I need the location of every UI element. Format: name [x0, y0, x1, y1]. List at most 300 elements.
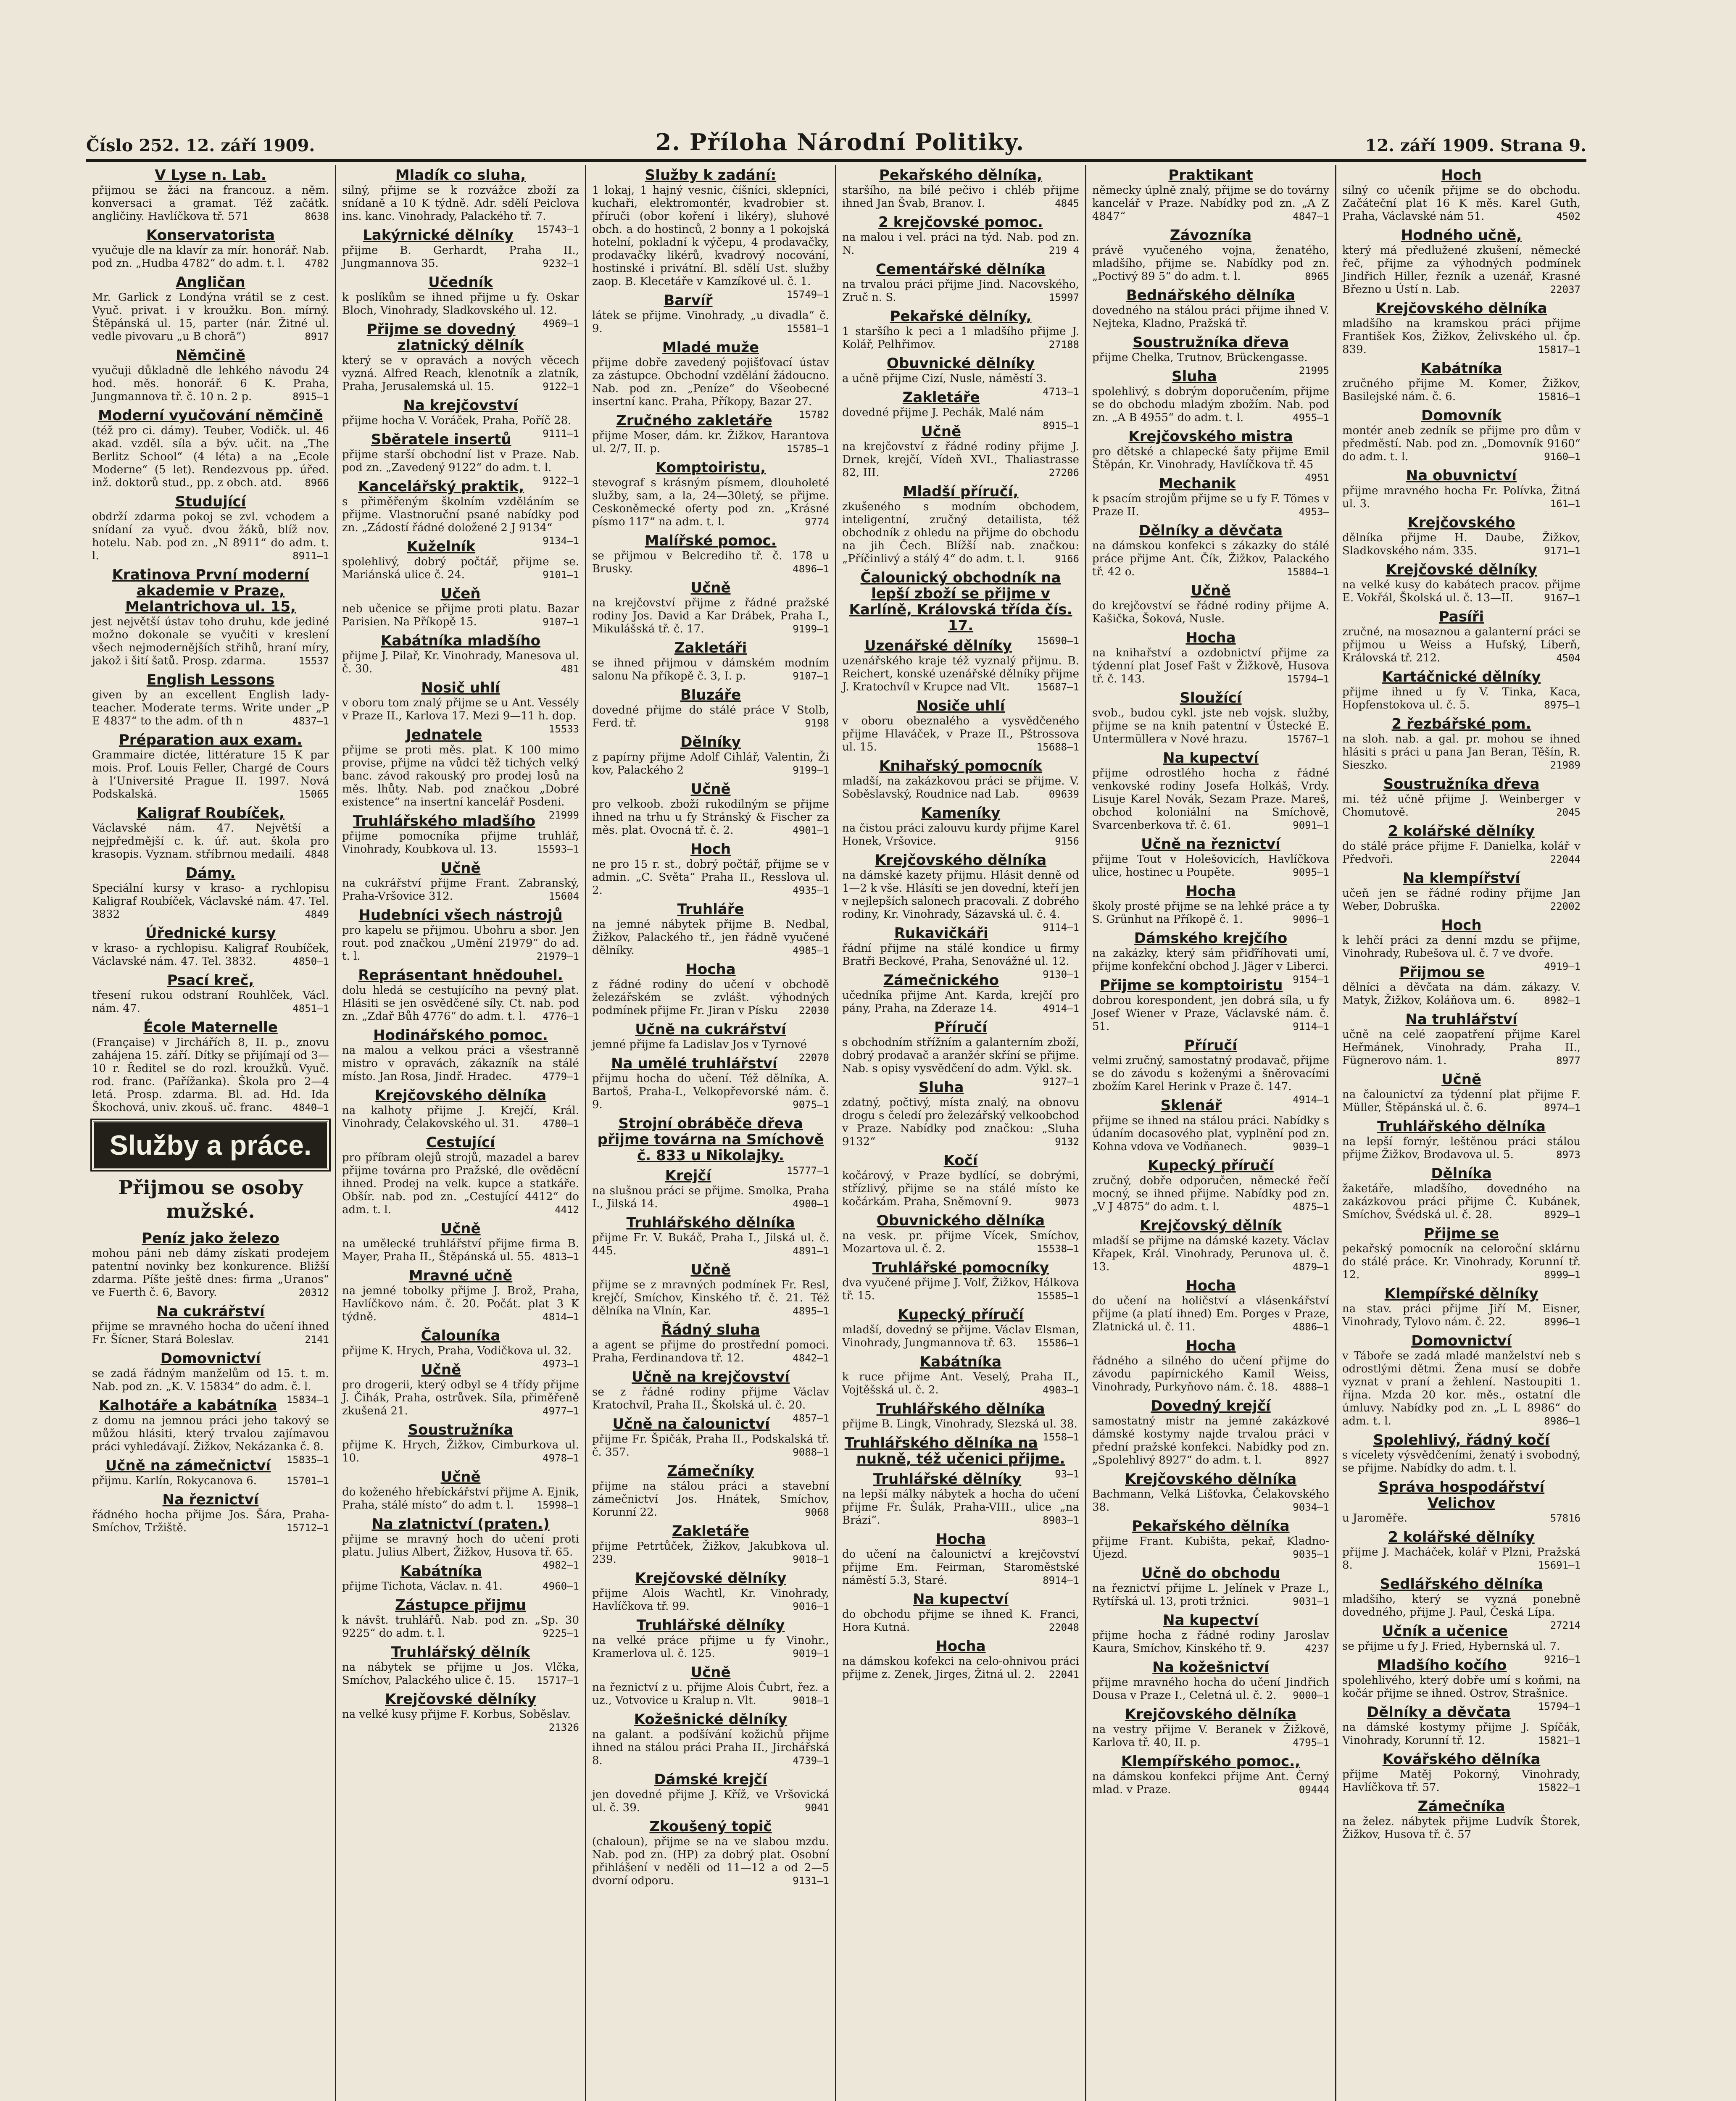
ad-code: 15817—1 [1538, 344, 1581, 355]
ad-text [1092, 1174, 1329, 1214]
ad-code: 15688—1 [1036, 741, 1079, 753]
ad-body: k poslíkům se ihned přijme u fy. Oskar Bloch, Vinohrady, Sladkovského ul. 12. [342, 291, 579, 317]
ad-code: 4847—1 [1293, 211, 1329, 222]
ad-text [592, 1232, 829, 1258]
ad-code: 22070 [798, 1052, 829, 1064]
ad-heading: Dělníky [680, 734, 741, 750]
ad-body: přijme Chelka, Trutnov, Brückengasse. [1092, 351, 1308, 364]
ad-code: 09444 [1299, 1784, 1329, 1796]
ad-text [842, 775, 1079, 801]
ad-body: na malou a velkou práci a všestranně mistro v opravách, zákazník na stálé místo. Jan Rosa, Jindř. Hradec. [342, 1044, 579, 1083]
ad-heading: Hudebníci všech nástrojů [358, 907, 563, 924]
classified-ad [1092, 1659, 1329, 1702]
ad-text [1092, 304, 1329, 330]
ad-heading: Učně [1191, 582, 1231, 599]
ad-code: 15743—1 [536, 224, 579, 235]
ad-heading: Učně do obchodu [1141, 1565, 1280, 1582]
ad-text [842, 942, 1079, 980]
classified-ad [92, 227, 329, 270]
ad-code: 9068 [805, 1506, 829, 1518]
ad-code: 9101—1 [543, 569, 579, 581]
classified-ad [1342, 1479, 1581, 1525]
ad-body: přijme ihned u fy V. Tinka, Kaca, Hopfenstokova ul. č. 5. [1342, 686, 1581, 711]
ad-heading: Jednatele [406, 727, 482, 743]
ad-text [342, 984, 579, 1023]
classified-ad [1342, 1011, 1581, 1067]
ad-code: 4900—1 [793, 1198, 829, 1210]
ad-heading: Závozníka [1170, 227, 1252, 244]
ad-body: silný co učeník přijme se do obchodu. Začáteční plat 16 K měs. Karel Guth, Praha, Václavské nám 51. [1342, 184, 1581, 223]
classified-ad [342, 1469, 579, 1512]
classified-ad [1092, 1471, 1329, 1514]
ad-heading: Bluzáře [680, 687, 741, 703]
ad-code: 4845 [1055, 197, 1079, 209]
ad-code: 4782 [305, 258, 329, 269]
classified-ad [1092, 583, 1329, 626]
ad-text [592, 1339, 829, 1365]
classified-ad [842, 1019, 1079, 1087]
ad-text [92, 1036, 329, 1114]
ad-body: pro příbram olejů strojů, mazadel a barev přijme továrna pro Pražské, dle ověděcní ihned. Prodej na velk. kupce a statkáře. Obšír. nab. pod zn. „Cestující 4412“ do adm. t. l. [342, 1151, 579, 1216]
classified-ad [1342, 669, 1581, 712]
ad-text [592, 978, 829, 1017]
ad-text [842, 1096, 1079, 1148]
ad-heading: 2 kolářské dělníky [1388, 823, 1535, 840]
ad-code: 4982—1 [543, 1559, 579, 1571]
ad-body: pro dětské a chlapecké šaty přijme Emil Štěpán, Kr. Vinohrady, Havlíčkova tř. 45 [1092, 445, 1329, 471]
ad-heading: Dělníky a děvčata [1367, 1704, 1511, 1721]
ad-body: do učení na holičství a vlásenkářství přijme (a platí ihned) Em. Porges v Praze, Zlatnická ul. č. 11. [1092, 1295, 1329, 1333]
ad-body: se zadá řádným manželům od 15. t. m. Nab. pod zn. „K. V. 15834“ do adm. č. l. [92, 1367, 329, 1393]
ad-code: 9156 [1055, 835, 1079, 847]
ad-text [1092, 1629, 1329, 1655]
ad-heading: Mladé muže [662, 339, 759, 356]
ad-heading: Truhlářský dělník [391, 1644, 530, 1661]
classified-ad [592, 734, 829, 777]
ad-heading: Krejčovského dělníka [1125, 1471, 1297, 1488]
ad-code: 4886—1 [1293, 1321, 1329, 1333]
ad-text [592, 657, 829, 683]
classified-ad [842, 1638, 1079, 1681]
ad-heading: Kartáčnické dělníky [1382, 669, 1541, 685]
ad-text [592, 798, 829, 837]
ad-heading: Cementářské dělníka [876, 261, 1046, 278]
ad-code: 4914—1 [1293, 1094, 1329, 1106]
ad-code: 4977—1 [543, 1405, 579, 1417]
ad-body: dovedné přijme do stálé práce V Stolb, Ferd. tř. [592, 704, 829, 729]
ad-body: přijme Petrtůček, Žižkov, Jakubkova ul. 239. [592, 1540, 829, 1566]
ad-text [342, 830, 579, 856]
ad-body: given by an excellent English lady-teacher. Moderate terms. Write under „P E 4837“ to the adm. of th n [92, 689, 329, 727]
ad-text [1092, 1770, 1329, 1796]
ad-heading: Kratinova První moderní akademie v Praze, Melantrichova ul. 15, [112, 566, 309, 615]
ad-text [842, 184, 1079, 210]
ad-text [1342, 317, 1581, 356]
ad-code: 9019—1 [793, 1648, 829, 1659]
ad-body: na řeznictví z u. přijme Alois Čubrt, řez. a uz., Votvovice u Kralup n. Vlt. [592, 1681, 829, 1707]
ad-heading: Hocha [935, 1638, 986, 1655]
ad-text [92, 882, 329, 921]
classified-ad [1092, 334, 1329, 376]
ad-code: 4895—1 [793, 1305, 829, 1317]
ad-heading: Učně na řeznictví [1141, 836, 1280, 853]
classified-ad [1342, 716, 1581, 772]
ad-text [592, 1279, 829, 1318]
classified-ad [1092, 227, 1329, 283]
ad-body: přijmu hocha do učení. Též dělníka, A. Bartoš, Praha-I., Velkopřevorské nám. č. 9. [592, 1072, 829, 1111]
ad-heading: Učník a učenice [1382, 1623, 1508, 1640]
classified-ad [92, 925, 329, 968]
ad-heading: Klempířské dělníky [1384, 1285, 1538, 1302]
ad-body: na trvalou práci přijme Jind. Nacovského, Zruč n. S. [842, 278, 1079, 304]
ad-code: 9107—1 [793, 670, 829, 682]
ad-code: 9130—1 [1043, 969, 1079, 980]
ad-code: 4237 [1305, 1643, 1329, 1654]
classified-ad [342, 1268, 579, 1324]
ad-code: 9088—1 [793, 1446, 829, 1458]
ad-heading: Sluha [1172, 368, 1217, 385]
ad-text [342, 291, 579, 329]
ad-heading: Komptoiristu, [655, 459, 766, 476]
ad-heading: Nosič uhlí [421, 679, 500, 696]
ad-body: školy prosté přijme se na lehké práce a ty S. Grünhut na Příkopě č. 1. [1092, 900, 1329, 926]
ad-text [1092, 1723, 1329, 1749]
ad-code: 8975—1 [1544, 699, 1581, 711]
ad-code: 21979—1 [536, 950, 579, 962]
ad-text [1342, 532, 1581, 558]
ad-code: 9073 [1055, 1196, 1079, 1208]
ad-body: 1 lokaj, 1 hajný vesnic, číšníci, sklepníci, kuchaři, elektromontér, kvadrobier st. příruči (obor koření i likéry), sluhové obch. a do hostinců, 2 bonny a 1 pokojská hotelní, pokladní k výčepu, 4 prodavačky, prodavačky likérů, kvadrový nocování, hostinské i privátní. Bl. sdělí Ust. služby zaop. B. Klecetáře v Kamzíkové ul. č. 1. [592, 184, 829, 288]
ad-code: 9114—1 [1043, 921, 1079, 933]
ad-text [842, 500, 1079, 566]
ad-heading: Konservatorista [146, 227, 275, 244]
classified-ad [1092, 1158, 1329, 1214]
ad-heading: Na obuvnictví [1406, 467, 1517, 484]
ad-body: spolehlivý, s dobrým doporučením, přijme se do obchodu mladým zbožím. Nab. pod zn. „A B 4955“ do adm. t. l. [1092, 385, 1329, 424]
classified-ad [592, 1463, 829, 1519]
ad-body: u Jaroměře. [1342, 1512, 1408, 1524]
ad-code: 15767—1 [1286, 733, 1329, 745]
ad-heading: Peníz jako železo [142, 1230, 279, 1247]
ad-body: na stav. práci přijme Jiří M. Eisner, Vinohrady, Tylovo nám. č. 22. [1342, 1303, 1581, 1328]
ad-text [342, 1285, 579, 1324]
classified-ad [842, 1354, 1079, 1397]
ad-text [92, 616, 329, 668]
ad-code: 9000—1 [1293, 1690, 1329, 1701]
ad-code: 9122—1 [543, 381, 579, 392]
ad-heading: Sluha [918, 1079, 964, 1096]
ad-heading: Hodného učně, [1401, 227, 1522, 244]
column-6 [1336, 165, 1586, 2101]
ad-code: 21995 [1299, 365, 1329, 376]
classified-ad [92, 494, 329, 563]
ad-body: do krejčovství se řádné rodiny přijme A. Kašička, Šoková, Nusle. [1092, 600, 1329, 625]
ad-heading: Hocha [1185, 1337, 1236, 1354]
ad-body: přijme K. Hrych, Žižkov, Cimburkova ul. 10. [342, 1439, 579, 1464]
ad-body: obdrží zdarma pokoj se zvl. vchodem a snídaní za vyuč. dvou žáků, blíž nov. hotelu. Nab. pod zn. „N 8911“ do adm. t. l. [92, 511, 329, 562]
classified-ad [92, 732, 329, 801]
ad-code: 9114—1 [1293, 1021, 1329, 1032]
ad-heading: Kabátníka [919, 1353, 1002, 1370]
classified-ad [842, 484, 1079, 566]
ad-text [92, 244, 329, 270]
column-1 [86, 165, 336, 2101]
ad-text [1092, 351, 1329, 376]
ad-heading: 2 kolářské dělníky [1388, 1529, 1535, 1545]
ad-code: 8966 [305, 477, 329, 489]
classified-ad [592, 687, 829, 730]
classified-ad [92, 1230, 329, 1299]
ad-body: právě vyučeného vojna, ženatého, mladšího, přijme se. Nabídky pod zn. „Poctivý 89 5“ do adm. t. l. [1092, 244, 1329, 283]
ad-body: (chaloun), přijme se na ve slabou mzdu. Nab. pod zn. (HP) za dobrý plat. Osobní přihlášení v neděli od 11—12 a od 2—5 dvorní odporu. [592, 1835, 829, 1887]
ad-heading: Zakletáři [674, 640, 747, 656]
classified-ad [92, 567, 329, 668]
ad-body: na čistou práci zalouvu kurdy přijme Karel Honek, Vršovice. [842, 822, 1079, 848]
ad-code: 4935—1 [793, 885, 829, 896]
ad-text [1092, 853, 1329, 879]
ad-text [1342, 626, 1581, 665]
ad-body: k psacím strojům přijme se u fy F. Tömes v Praze II. [1092, 492, 1329, 518]
ad-code: 9018—1 [793, 1695, 829, 1706]
ad-text [842, 1418, 1079, 1443]
classified-ad [342, 860, 579, 903]
ad-code: 9122—1 [543, 475, 579, 487]
section-subtitle: Přijmou se osoby mužské. [118, 1176, 303, 1222]
header-rule [86, 159, 1586, 162]
ad-body: z papírny přijme Adolf Cihlář, Valentin, Ži kov, Palackého 2 [592, 751, 829, 777]
ad-body: na řeznictví přijme L. Jelínek v Praze I., Rytířská ul. 13, proti tržnici. [1092, 1582, 1329, 1608]
ad-heading: Zručného zakletáře [616, 412, 772, 429]
ad-body: který má předlužené zkušení, německé řeč, přijme za výhodných podmínek Jindřich Hiller, řezník a uzenář, Krasné Březno u Ústí n. Lab. [1342, 244, 1581, 296]
ad-code: 8977 [1556, 1055, 1581, 1066]
ad-heading: Učně [440, 1469, 481, 1485]
classified-ad [1342, 361, 1581, 403]
ad-code: 93—1 [1055, 1468, 1079, 1480]
classified-ad [1092, 1565, 1329, 1608]
ad-text [842, 1277, 1079, 1303]
ad-text [592, 477, 829, 529]
classified-ad [592, 1262, 829, 1318]
ad-body: k lehčí práci za denní mzdu se přijme, Vinohrady, Rubešova ul. č. 7 ve dvoře. [1342, 934, 1581, 960]
ad-heading: Učně na zámečnictví [105, 1457, 271, 1474]
ad-heading: Zámečníky [667, 1463, 754, 1480]
classified-ad [1342, 917, 1581, 972]
ad-body: v oboru obeznalého a vysvědčeného přijme Hlaváček, v Praze II., Pštrossova ul. 15. [842, 715, 1079, 753]
ad-text [592, 1835, 829, 1888]
classified-ad [592, 580, 829, 636]
ad-body: přijme hocha V. Voráček, Praha, Poříč 28. [342, 414, 572, 427]
ad-heading: Zakletáře [902, 389, 980, 406]
ad-body: přijme J. Macháček, kolář v Plzni, Pražská 8. [1342, 1546, 1581, 1572]
ad-heading: Hoch [690, 841, 731, 858]
ad-body: svob., budou cykl. jste neb vojsk. služby, přijme se na knih patentní v Ústecké E. Untermüllera v Nové hrazu. [1092, 707, 1329, 745]
ad-text [592, 429, 829, 455]
ad-code: 9131—1 [793, 1875, 829, 1887]
ad-code: 4875—1 [1293, 1201, 1329, 1213]
ad-text [342, 1237, 579, 1264]
ad-text [92, 1509, 329, 1535]
ad-text [1342, 1593, 1581, 1631]
ad-heading: Bednářského dělníka [1126, 287, 1296, 304]
column-3 [586, 165, 836, 2101]
ad-code: 15593—1 [536, 843, 579, 855]
ad-body: na lepší málky nábytek a hocha do učení přijme Fr. Šulák, Praha-VIII., ulice „na Brázi“. [842, 1488, 1079, 1527]
ad-body: Václavské nám. 47. Největší a nejpředmější c. k. úř. aut. škola pro krasopis. Vyznam. stříbrnou medailí. [92, 822, 329, 861]
ad-text [1092, 1415, 1329, 1467]
ad-body: montér aneb zedník se přijme pro dům v předměstí. Nab. pod zn. „Domovník 9160“ do adm. t. l. [1342, 424, 1581, 463]
ad-code: 9107—1 [543, 616, 579, 628]
ad-code: 4849 [305, 908, 329, 920]
ad-heading: Učeň [440, 585, 481, 602]
ad-code: 4814—1 [543, 1311, 579, 1323]
ad-code: 15065 [298, 788, 329, 800]
ad-code: 9199—1 [793, 764, 829, 776]
classified-ad [842, 805, 1079, 848]
ad-body: dolu hledá se cestujícího na pevný plat. Hlásiti se jen osvědčené síly. Ct. nab. pod zn. „Zdař Bůh 4776“ do adm. t. l. [342, 984, 579, 1023]
ad-code: 161—1 [1550, 498, 1581, 510]
ad-code: 15835—1 [286, 1454, 329, 1466]
ad-text [1342, 887, 1581, 913]
classified-ad [342, 633, 579, 676]
ad-text [342, 184, 579, 235]
ad-body: přijme se mravného hocha do učení ihned Fr. Šícner, Stará Boleslav. [92, 1320, 329, 1346]
ad-body: přijme starší obchodní list v Praze. Nab. pod zn. „Zavedený 9122“ do adm. t. l. [342, 448, 579, 474]
classified-ad [1342, 408, 1581, 463]
ad-heading: Strojní obráběče dřeva přijme továrna na Smíchově č. 833 u Nikolajky. [597, 1115, 824, 1164]
ad-text [1092, 1582, 1329, 1608]
ad-heading: Příručí [1184, 1037, 1238, 1054]
ad-text [1092, 385, 1329, 424]
ad-code: 27188 [1048, 339, 1079, 350]
ad-body: s obchodním střížním a galanterním zboží, dobrý prodavač a aranžér skříní se přijme. Nab. s opisy vysvědčení do adm. Výkl. sk. [842, 1036, 1079, 1075]
classified-ad [1092, 836, 1329, 879]
ad-code: 15538—1 [1036, 1243, 1079, 1255]
ad-body: na dámskou konfekci přijme Ant. Černý mlad. v Praze. [1092, 1770, 1329, 1796]
ad-text [342, 1708, 579, 1733]
ad-body: jest největší ústav toho druhu, kde jediné možno dokonale se vyučiti v kreslení všech nejmodernějších střihů, hraní míry, jakož i šití šatů. Prosp. zdarma. [92, 616, 329, 667]
ad-text [342, 877, 579, 903]
ad-code: 4713—1 [1043, 386, 1079, 398]
ad-body: zručné, na mosaznou a galanterní práci se přijmou u Weiss a Hufský, Liberň, Královská tř. 212. [1342, 626, 1581, 664]
date-page: 12. září 1909. Strana 9. [1365, 136, 1586, 155]
ad-heading: Učně [690, 781, 731, 798]
ad-body: látek se přijme. Vinohrady, „u divadla“ č. 9. [592, 309, 829, 335]
ad-code: 4779—1 [543, 1071, 579, 1082]
ad-text [1092, 492, 1329, 519]
ad-code: 4901—1 [793, 824, 829, 836]
ad-heading: Řádný sluha [661, 1322, 760, 1338]
ad-text [1342, 1303, 1581, 1329]
ad-text [1092, 1488, 1329, 1514]
ad-heading: Přijme se [1424, 1225, 1499, 1242]
ad-text [592, 1433, 829, 1459]
ad-code: 4891—1 [793, 1245, 829, 1257]
ad-body: přijme Alois Wachtl, Kr. Vinohrady, Havlíčkova tř. 99. [592, 1587, 829, 1613]
ad-body: na dámskou konfekci s zákazky do stálé práce přijme Ant. Čík, Žižkov, Palackého tř. 42 o. [1092, 540, 1329, 578]
ad-heading: Přijmou se [1399, 964, 1485, 981]
classified-ad [92, 972, 329, 1015]
classified-ad [592, 1570, 829, 1613]
ad-body: v oboru tom znalý přijme se u Ant. Vessély v Praze II., Karlova 17. Mezi 9—11 h. dop. [342, 697, 579, 722]
ad-heading: Učně [421, 1361, 461, 1378]
ad-text [1342, 793, 1581, 819]
classified-ad [1092, 476, 1329, 519]
ad-text [592, 1634, 829, 1660]
ad-code: 4978—1 [543, 1452, 579, 1464]
ad-heading: Úřednické kursy [145, 925, 276, 942]
ad-body: uzenářského kraje též vyznalý přijmu. B. Reichert, konské uzenářské dělníky přijme J. Kratochvíl v Krupce nad Vlt. [842, 655, 1079, 693]
ad-code: 15821—1 [1538, 1735, 1581, 1746]
ad-text [1342, 1350, 1581, 1428]
ad-code: 15782 [798, 409, 829, 421]
ad-heading: Zámečnického [883, 972, 999, 989]
ad-text [842, 1230, 1079, 1256]
classified-ad [1092, 1218, 1329, 1274]
ad-heading: École Maternelle [143, 1019, 278, 1036]
ad-heading: Truhlářského dělníka [1377, 1118, 1546, 1135]
ad-body: na jemné nábytek přijme B. Nedbal, Žižkov, Palackého tř., jen řádně vyučené dělníky. [592, 918, 829, 957]
ad-text [842, 1655, 1079, 1681]
classified-ad [592, 533, 829, 576]
classified-ad [842, 261, 1079, 304]
ad-code: 22002 [1550, 900, 1581, 912]
ad-text [842, 989, 1079, 1015]
ad-heading: Préparation aux exam. [119, 732, 303, 748]
ad-heading: Dámy. [185, 865, 236, 882]
ad-text [1092, 1235, 1329, 1274]
classified-ad [592, 1215, 829, 1258]
ad-text [1342, 184, 1581, 223]
ad-heading: Učně na čalounictví [612, 1416, 770, 1432]
classified-ad [92, 408, 329, 490]
classified-ad [592, 640, 829, 683]
ad-heading: Krejčovského dělníka [374, 1087, 547, 1104]
classified-ad [842, 1153, 1079, 1208]
ad-heading: Hoch [1441, 167, 1482, 184]
ad-text [842, 1036, 1079, 1087]
ad-body: přijme se z mravných podmínek Fr. Resl, krejčí, Smíchov, Kinského tř. č. 21. Též dělníka na Vlnín, Kar. [592, 1279, 829, 1317]
ad-heading: Sedlářského dělníka [1380, 1576, 1543, 1593]
ad-text [1092, 244, 1329, 283]
classified-ad [1342, 823, 1581, 866]
ad-body: na želez. nábytek přijme Ludvík Štorek, Žižkov, Husova tř. č. 57 [1342, 1815, 1581, 1841]
ad-code: 9041 [805, 1802, 829, 1814]
ad-code: 9232—1 [543, 258, 579, 269]
classified-ad [342, 967, 579, 1023]
classified-ad [1092, 287, 1329, 330]
ad-text [1342, 244, 1581, 296]
ad-code: 15581—1 [786, 323, 829, 334]
ad-body: na vesk. pr. přijme Vícek, Smíchov, Mozartova ul. č. 2. [842, 1230, 1079, 1255]
ad-body: na lepší fornýr, leštěnou práci stálou přijme Žižkov, Brodavova ul. 5. [1342, 1135, 1581, 1161]
ad-heading: Moderní vyučování němčině [98, 407, 323, 424]
ad-body: se z řádné rodiny přijme Václav Kratochvíl, Praha II., Školská ul. č. 20. [592, 1386, 829, 1411]
ad-text [342, 1104, 579, 1130]
classified-ad [842, 698, 1079, 754]
ad-body: Mr. Garlick z Londýna vrátil se z cest. Vyuč. privat. i v kroužku. Bon. mírný. Štěpánská ul. 15, parter (nár. Žitné ul. vedle pivovaru „u B choră“) [92, 291, 329, 343]
ad-body: žaketáře, mladšího, dovedného na zakázkovou práci přijme Č. Kubánek, Smíchov, Švédská ul. č. 28. [1342, 1182, 1581, 1221]
ad-body: se ihned přijmou v dámském modním salonu Na příkopě č. 3, I. p. [592, 657, 829, 682]
column-2 [336, 165, 586, 2101]
ad-text [1092, 600, 1329, 626]
classified-ad [1342, 468, 1581, 511]
ad-heading: Mechanik [1159, 475, 1236, 492]
ad-text [592, 1480, 829, 1519]
ad-code: 22030 [798, 1005, 829, 1016]
classified-ad [592, 841, 829, 897]
classified-ad [92, 274, 329, 343]
ad-text [92, 364, 329, 403]
